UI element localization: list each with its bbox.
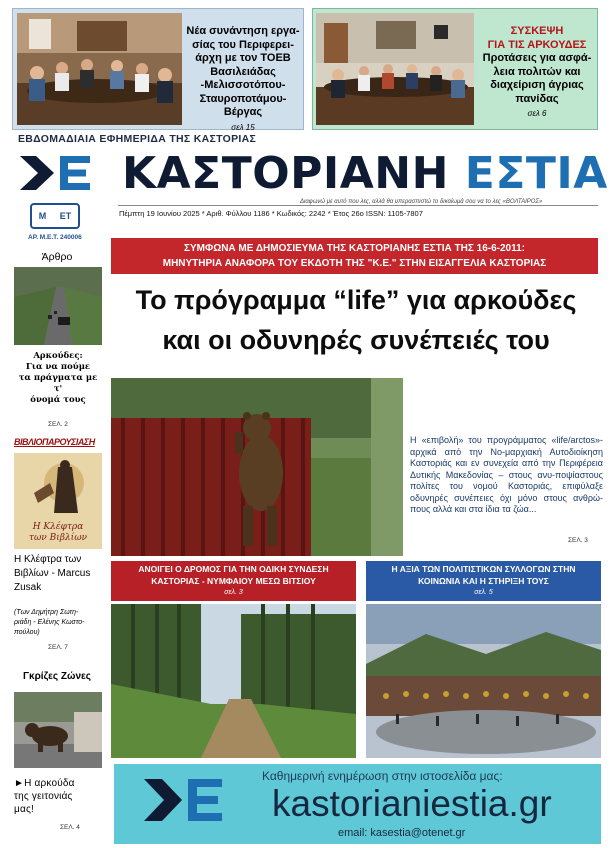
banner-line: ΜΗΝΥΤΗΡΙΑ ΑΝΑΦΟΡΑ ΤΟΥ ΕΚΔΟΤΗ ΤΗΣ "Κ.Ε." ΣΤΗΝ ΕΙΣΑΓΓΕΛΙΑ ΚΑΣΤΟΡΙΑΣ [162,258,547,269]
arthro-line: Αρκούδες: [33,351,83,361]
arthro-line: τα πράγματα με τ' [18,373,98,394]
forest-road-photo[interactable] [111,604,356,758]
meeting-photo [316,13,474,125]
teaser-right[interactable] [312,8,598,130]
arthro-line: Για να πούμε [25,362,91,372]
masthead-title[interactable] [122,148,608,200]
book-title[interactable] [14,553,102,595]
teaser-line: λεια πολιτών και [493,65,581,78]
credit-line: ριάδη - Ελένης Κωστο- [14,619,85,626]
met-letter: ΕΤ [59,211,72,221]
met-letter: Μ [38,211,47,221]
road-bear-photo[interactable] [14,267,102,345]
teaser-line: -Μελισσοτόπου- [200,79,286,91]
met-number: ΑΡ. Μ.Ε.Τ. 240006 [28,234,82,241]
lawsuit-banner[interactable] [111,238,598,274]
teaser-line: Προτάσεις για ασφά- [482,52,592,64]
meeting-photo [17,13,182,125]
book-title-line: Βιβλίων - Marcus [14,568,91,579]
teaser-headline: ΣΥΣΚΕΨΗ [510,25,564,37]
cultural-section-header[interactable] [366,561,601,601]
gray-line: μας! [14,804,34,815]
title-part-1: ΚΑΣΤΟΡΙΑΝΗ [122,148,449,199]
newspaper-tagline: ΕΒΔΟΜΑΔΙΑΙΑ ΕΦΗΜΕΡΙΔΑ ΤΗΣ ΚΑΣΤΟΡΙΑΣ [18,133,257,145]
teaser-headline: ΓΙΑ ΤΙΣ ΑΡΚΟΥΔΕΣ [487,38,587,51]
gray-line: ►Η αρκούδα [14,778,75,789]
divider [118,205,598,206]
motto: Διαφωνώ με αυτό που λες, αλλά θα υπερασπιστώ το δικαίωμά σου να το λες «ΒΟΛΤΑΙΡΟΣ» [300,199,543,205]
arthro-line: όνομά τους [30,395,86,405]
page-ref: ΣΕΛ. 7 [48,644,68,651]
book-section-label: ΒΙΒΛΙΟΠΑΡΟΥΣΙΑΣΗ [14,437,95,447]
book-credit [14,608,102,638]
section-line: ΚΟΙΝΩΝΙΑ ΚΑΙ Η ΣΤΗΡΙΞΗ ΤΟΥΣ [418,576,549,586]
teaser-line: Νέα συνάντηση εργα- [186,25,300,37]
page-ref: ΣΕΛ. 3 [568,537,588,544]
teaser-line: σίας του Περιφερει- [192,38,294,51]
teaser-line: Βασιλειάδας [210,65,276,78]
headline-line: Το πρόγραμμα “life” για αρκούδες [135,285,577,315]
section-line: ΚΑΣΤΟΡΙΑΣ - ΝΥΜΦΑΙΟΥ ΜΕΣΩ ΒΙΤΣΙΟΥ [151,576,316,586]
teaser-line: άρχη με τον ΤΟΕΒ [195,52,291,64]
credit-line: (Των Δημήτρη Σωτη- [14,609,79,616]
gray-zones-label: Γκρίζες Ζώνες [23,671,91,682]
teaser-line: Βέργας [223,106,263,118]
title-part-2: ΕΣΤΙΑ [464,148,608,199]
gray-zones-title[interactable] [14,777,102,816]
ke-logo-icon [16,150,96,196]
arthro-label: Άρθρο [41,251,73,263]
main-headline[interactable] [110,280,602,360]
festival-photo[interactable] [366,604,601,758]
headline-line: και οι οδυνηρές συνέπειές του [162,325,550,355]
page-ref: σελ 15 [231,122,255,132]
website-link[interactable]: kastorianiestia.gr [272,783,552,824]
book-cover[interactable] [14,453,102,549]
page-ref: σελ. 5 [474,589,493,596]
page-ref: ΣΕΛ. 4 [60,824,80,831]
teaser-left[interactable] [12,8,304,130]
road-section-header[interactable] [111,561,356,601]
ke-logo-icon [140,773,230,827]
email-link[interactable]: email: kasestia@otenet.gr [338,827,466,839]
credit-line: πούλου) [14,629,40,636]
teaser-line: πανίδας [515,92,559,105]
teaser-left-text [185,25,301,134]
issue-meta: Πέμπτη 19 Ιουνίου 2025 * Αριθ. Φύλλου 1186 * Κωδικός: 2242 * Έτος 26ο ISSN: 1105-7807 [119,209,423,218]
teaser-line: Σταυροποτάμου- [199,92,287,105]
section-line: ΑΝΟΙΓΕΙ Ο ΔΡΟΜΟΣ ΓΙΑ ΤΗΝ ΟΔΙΚΗ ΣΥΝΔΕΣΗ [138,564,329,574]
page-ref: σελ 6 [527,109,547,118]
teaser-line: διαχείριση άγριας [490,79,584,91]
arthro-title[interactable] [14,351,102,406]
teaser-right-text [477,25,597,121]
ad-tagline: Καθημερινή ενημέρωση στην ιστοσελίδα μας: [262,769,503,783]
bear-fence-photo[interactable] [111,378,403,556]
main-article-text: Η «επιβολή» του προγράμματος «life/arctos»- αρχικά από την Νο-μαρχιακή Αυτοδιοίκηση Καστοριάς και εν συνεχεία από την Περιφέρεια Δυτικής Μακεδονίας – στους ανυ-ποψίαστους πολίτες του νομού Καστοριάς, επιφύλαξε οδυνηρές συνέπειες όχι μόνο στους ανθρώ-πους αλλά και στα ίδια τα ζώα... [410,435,603,514]
book-title-line: Η Κλέφτρα των [14,554,82,565]
book-cover-title: των Βιβλίων [28,533,88,543]
section-line: Η ΑΞΙΑ ΤΩΝ ΠΟΛΙΤΙΣΤΙΚΩΝ ΣΥΛΛΟΓΩΝ ΣΤΗΝ [391,564,576,574]
gray-line: της γειτονιάς [14,791,73,802]
page-ref: σελ. 3 [224,589,243,596]
banner-line: ΣΥΜΦΩΝΑ ΜΕ ΔΗΜΟΣΙΕΥΜΑ ΤΗΣ ΚΑΣΤΟΡΙΑΝΗΣ ΕΣΤΙΑ ΤΗΣ 16-6-2011: [183,243,525,254]
page-ref: ΣΕΛ. 2 [48,421,68,428]
book-title-line: Zusak [14,582,42,593]
met-badge [30,203,80,229]
bear-street-photo[interactable] [14,692,102,768]
book-cover-title: Η Κλέφτρα [32,522,84,532]
